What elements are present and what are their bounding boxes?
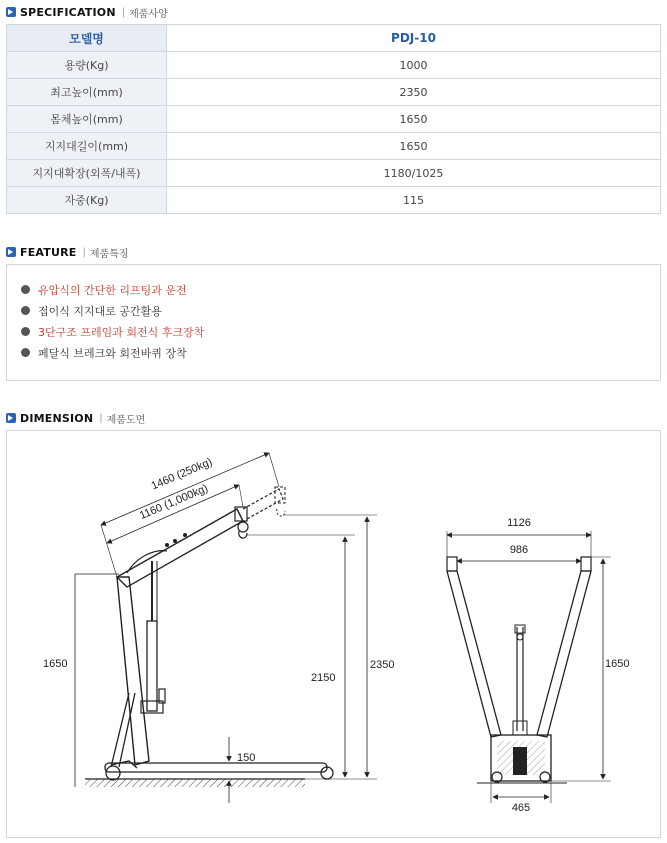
ground-hatch	[85, 779, 305, 787]
table-header-row	[7, 25, 661, 52]
row-value: 2350	[167, 79, 661, 106]
feature-text: 3단구조 프레임과 회전식 후크장착	[38, 325, 205, 339]
spec-section-header	[6, 4, 168, 20]
list-item	[21, 342, 660, 363]
clearance-label: 150	[237, 752, 256, 764]
row-label: 최고높이(mm)	[7, 79, 167, 106]
list-item	[21, 321, 660, 342]
max-height-label: 2350	[370, 659, 395, 671]
list-item	[21, 279, 660, 300]
feature-text: 접이식 지지대로 공간활용	[38, 304, 162, 318]
left-leg	[447, 571, 501, 737]
boom-outer-label: 1460 (250kg)	[149, 456, 215, 493]
table-row	[7, 160, 661, 187]
header-label: 모델명	[7, 25, 167, 52]
feature-text: 유압식의 간단한 리프팅과 운전	[38, 283, 187, 297]
row-label: 몸체높이(mm)	[7, 106, 167, 133]
extended-boom	[243, 489, 283, 519]
feature-list	[7, 265, 660, 363]
row-value: 1650	[167, 133, 661, 160]
row-label: 지지대길이(mm)	[7, 133, 167, 160]
separator: |	[99, 412, 103, 424]
table-row	[7, 79, 661, 106]
table-row	[7, 52, 661, 79]
separator: |	[121, 6, 126, 18]
crane-drawing	[7, 431, 660, 837]
table-row	[7, 187, 661, 214]
table-row	[7, 106, 661, 133]
row-label: 지지대확장(외폭/내폭)	[7, 160, 167, 187]
dimension-drawing-box	[6, 430, 661, 838]
hook-height-label: 2150	[311, 672, 336, 684]
list-item	[21, 300, 660, 321]
inner-width-label: 986	[509, 544, 529, 556]
row-value: 1000	[167, 52, 661, 79]
feature-title: FEATURE	[20, 245, 77, 259]
bullet-icon	[21, 327, 30, 336]
feature-box	[6, 264, 661, 381]
row-label: 자중(Kg)	[7, 187, 167, 214]
feature-subtitle: 제품특징	[89, 248, 129, 260]
arrow-icon	[6, 247, 16, 257]
base-width-label: 465	[511, 802, 531, 814]
header-value: PDJ-10	[167, 25, 661, 52]
feature-section-header	[6, 244, 129, 260]
dimension-subtitle: 제품도면	[106, 414, 146, 426]
front-wheel-view	[513, 747, 527, 775]
arrow-icon	[6, 7, 16, 17]
spec-table	[6, 24, 661, 214]
boom	[117, 509, 243, 587]
bullet-icon	[21, 306, 30, 315]
separator: |	[82, 246, 86, 258]
dimension-section-header	[6, 410, 145, 426]
rear-wheel	[106, 766, 120, 780]
boom-inner-label: 1160 (1,000kg)	[137, 482, 210, 523]
bullet-icon	[21, 285, 30, 294]
hydraulic-cylinder	[147, 621, 157, 711]
row-value: 1650	[167, 106, 661, 133]
row-value: 1180/1025	[167, 160, 661, 187]
outer-width-label: 1126	[507, 517, 531, 529]
arrow-icon	[6, 413, 16, 423]
body-height-label: 1650	[43, 658, 68, 670]
table-row	[7, 133, 661, 160]
mast	[117, 577, 149, 765]
feature-text: 페달식 브레크와 회전바퀴 장착	[38, 346, 187, 360]
row-value: 115	[167, 187, 661, 214]
front-height-label: 1650	[605, 658, 630, 670]
row-label: 용량(Kg)	[7, 52, 167, 79]
spec-title: SPECIFICATION	[20, 5, 116, 19]
hook	[238, 522, 248, 532]
right-leg	[537, 571, 591, 737]
dimension-title: DIMENSION	[20, 411, 94, 425]
bullet-icon	[21, 348, 30, 357]
spec-subtitle: 제품사양	[129, 8, 168, 20]
